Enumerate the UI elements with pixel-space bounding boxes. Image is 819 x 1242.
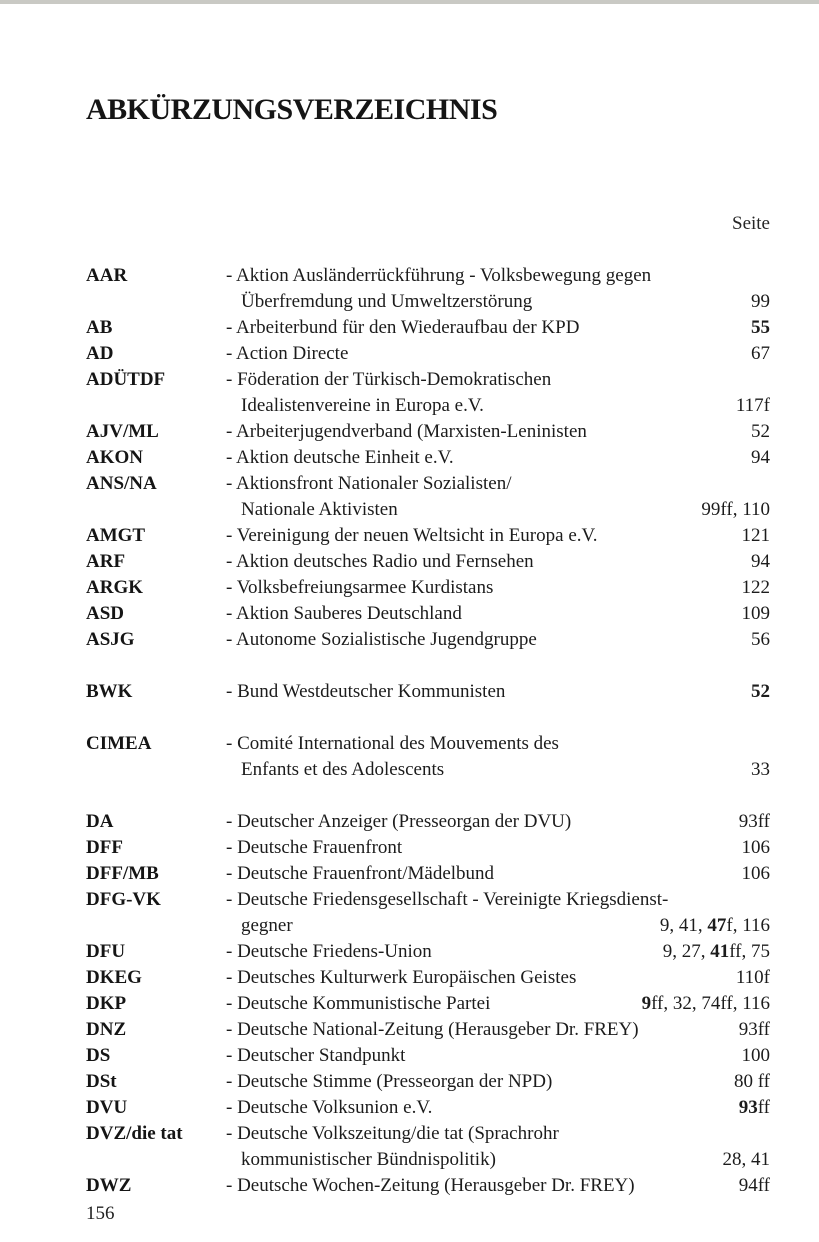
page-reference xyxy=(742,835,771,861)
abbreviation-entry xyxy=(86,341,770,367)
page-reference xyxy=(751,315,770,341)
abbreviation-description: - Deutsche Wochen-Zeitung (Herausgeber Dr. FREY) xyxy=(226,1175,635,1196)
abbreviation-description: - Deutsche National-Zeitung (Herausgeber Dr. FREY) xyxy=(226,1019,639,1040)
abbreviation-entry xyxy=(86,1069,770,1095)
abbreviation-entry xyxy=(86,419,770,445)
abbreviation-entry xyxy=(86,1043,770,1069)
page-reference xyxy=(736,965,770,991)
abbreviation-description: - Deutsche Friedensgesellschaft - Vereinigte Kriegsdienst- xyxy=(226,889,669,910)
abbreviation-description: - Comité International des Mouvements des xyxy=(226,733,559,754)
abbreviation-description: - Deutsche Frauenfront xyxy=(226,837,403,858)
page-reference xyxy=(663,939,770,965)
abbreviation-description: kommunistischer Bündnispolitik) xyxy=(241,1149,496,1170)
abbreviation: ARF xyxy=(86,551,126,572)
abbreviation: AAR xyxy=(86,265,128,286)
entry-line xyxy=(86,991,770,1017)
abbreviation-entry xyxy=(86,1121,770,1173)
page-reference xyxy=(734,1069,770,1095)
abbreviation: ASD xyxy=(86,603,125,624)
abbreviation: AB xyxy=(86,317,113,338)
entry-line xyxy=(86,497,770,523)
abbreviation-description: - Deutscher Anzeiger (Presseorgan der DVU) xyxy=(226,811,572,832)
abbreviation-entry xyxy=(86,731,770,783)
page-reference-part: 106 xyxy=(741,863,770,884)
abbreviation-entry xyxy=(86,679,770,705)
page-column-header: Seite xyxy=(732,213,770,234)
page-reference xyxy=(751,289,770,315)
entry-line xyxy=(86,367,770,393)
page-reference xyxy=(751,679,770,705)
abbreviation-entry xyxy=(86,263,770,315)
page-reference-part: 9 xyxy=(641,993,652,1014)
entry-line xyxy=(86,419,770,445)
page-reference-part: 121 xyxy=(741,525,770,546)
abbreviation-entry xyxy=(86,367,770,419)
entry-line xyxy=(86,471,770,497)
abbreviation-entry xyxy=(86,1173,770,1199)
entry-line xyxy=(86,939,770,965)
page-reference xyxy=(742,861,771,887)
page-reference xyxy=(751,445,770,471)
abbreviation-entry xyxy=(86,549,770,575)
abbreviation-description: - Deutscher Standpunkt xyxy=(226,1045,406,1066)
abbreviation-description: Nationale Aktivisten xyxy=(241,499,398,520)
abbreviation-description: - Deutsche Friedens-Union xyxy=(226,941,432,962)
abbreviation-description: - Volksbefreiungsarmee Kurdistans xyxy=(226,577,494,598)
page-reference-part: 122 xyxy=(741,577,770,598)
entry-line xyxy=(86,1069,770,1095)
abbreviation: DWZ xyxy=(86,1175,132,1196)
page-reference-part: ff, 75 xyxy=(729,941,770,962)
page-reference xyxy=(739,1017,770,1043)
page-title: ABKÜRZUNGSVERZEICHNIS xyxy=(86,93,498,126)
page-reference xyxy=(742,601,771,627)
abbreviation-description: - Aktion Sauberes Deutschland xyxy=(226,603,462,624)
abbreviation-entry xyxy=(86,835,770,861)
page-reference-part: 94 xyxy=(751,447,770,468)
abbreviation: DFU xyxy=(86,941,126,962)
entry-line xyxy=(86,341,770,367)
page-reference xyxy=(739,809,770,835)
page-reference-part: 9, 41, xyxy=(659,915,708,936)
page-reference xyxy=(751,627,770,653)
page-reference xyxy=(739,1173,770,1199)
entry-line xyxy=(86,809,770,835)
abbreviation-description: - Aktion deutsches Radio und Fernsehen xyxy=(226,551,534,572)
page-reference-part: 106 xyxy=(741,837,770,858)
abbreviation: ADÜTDF xyxy=(86,369,166,390)
abbreviation: DFF/MB xyxy=(86,863,159,884)
abbreviation: BWK xyxy=(86,681,133,702)
page-reference-part: 94 xyxy=(751,551,770,572)
top-rule xyxy=(0,0,819,4)
abbreviation-entry xyxy=(86,523,770,549)
entry-line xyxy=(86,627,770,653)
abbreviation: DA xyxy=(86,811,114,832)
page-reference-part: 9, 27, xyxy=(662,941,711,962)
abbreviation-entry xyxy=(86,575,770,601)
page-reference xyxy=(736,393,770,419)
abbreviation-entry xyxy=(86,809,770,835)
page-reference-part: 100 xyxy=(741,1045,770,1066)
abbreviation: DFF xyxy=(86,837,123,858)
page-reference xyxy=(701,497,770,523)
abbreviation: DSt xyxy=(86,1071,117,1092)
abbreviation-entry xyxy=(86,1095,770,1121)
abbreviation: AD xyxy=(86,343,114,364)
page-reference xyxy=(660,913,770,939)
abbreviation: DFG-VK xyxy=(86,889,161,910)
abbreviation: DVU xyxy=(86,1097,128,1118)
abbreviation: DS xyxy=(86,1045,111,1066)
page-reference-part: f, 116 xyxy=(726,915,770,936)
page-reference xyxy=(642,991,770,1017)
abbreviation-description: - Autonome Sozialistische Jugendgruppe xyxy=(226,629,537,650)
abbreviation-entry xyxy=(86,861,770,887)
page-reference-part: 55 xyxy=(751,317,770,338)
entry-line xyxy=(86,263,770,289)
abbreviation-description: - Arbeiterbund für den Wiederaufbau der KPD xyxy=(226,317,580,338)
abbreviation-description: - Aktionsfront Nationaler Sozialisten/ xyxy=(226,473,512,494)
page-reference-part: 93ff xyxy=(738,811,770,832)
page-reference-part: 110f xyxy=(735,967,770,988)
entry-line xyxy=(86,1121,770,1147)
abbreviation: ARGK xyxy=(86,577,143,598)
abbreviation-description: Überfremdung und Umweltzerstörung xyxy=(241,291,533,312)
entry-line xyxy=(86,601,770,627)
abbreviation-entry xyxy=(86,445,770,471)
abbreviation: DVZ/die tat xyxy=(86,1123,183,1144)
page-reference-part: 52 xyxy=(751,421,770,442)
page-reference-part: 41 xyxy=(710,941,730,962)
page-reference-part: 93ff xyxy=(738,1019,770,1040)
abbreviation: AMGT xyxy=(86,525,146,546)
entry-line xyxy=(86,835,770,861)
page-reference xyxy=(751,549,770,575)
page-reference xyxy=(742,575,771,601)
page-reference-part: 93 xyxy=(738,1097,758,1118)
abbreviation-entry xyxy=(86,991,770,1017)
page-reference xyxy=(742,1043,771,1069)
abbreviation-description: - Aktion Ausländerrückführung - Volksbewegung gegen xyxy=(226,265,652,286)
abbreviation-description: - Deutsches Kulturwerk Europäischen Geistes xyxy=(226,967,577,988)
page-reference-part: 28, 41 xyxy=(722,1149,770,1170)
abbreviation-entry xyxy=(86,1017,770,1043)
abbreviation-description: - Deutsche Kommunistische Partei xyxy=(226,993,491,1014)
entry-line xyxy=(86,679,770,705)
abbreviation: DKP xyxy=(86,993,127,1014)
entry-line xyxy=(86,913,770,939)
entry-line xyxy=(86,887,770,913)
abbreviation-entry xyxy=(86,965,770,991)
abbreviation: AJV/ML xyxy=(86,421,159,442)
abbreviation-description: Enfants et des Adolescents xyxy=(241,759,445,780)
abbreviation-description: - Action Directe xyxy=(226,343,349,364)
entry-line xyxy=(86,965,770,991)
abbreviation-description: - Deutsche Volkszeitung/die tat (Sprachrohr xyxy=(226,1123,559,1144)
abbreviation-description: - Deutsche Volksunion e.V. xyxy=(226,1097,433,1118)
entry-line xyxy=(86,1043,770,1069)
entry-line xyxy=(86,1173,770,1199)
page-reference-part: 99 xyxy=(751,291,770,312)
page-number: 156 xyxy=(86,1203,115,1224)
page-reference-part: ff, 32, 74ff, 116 xyxy=(651,993,770,1014)
page-reference xyxy=(723,1147,771,1173)
abbreviation-description: - Deutsche Stimme (Presseorgan der NPD) xyxy=(226,1071,553,1092)
abbreviation: CIMEA xyxy=(86,733,152,754)
page-reference-part: 94ff xyxy=(738,1175,770,1196)
abbreviation-description: - Arbeiterjugendverband (Marxisten-Leninisten xyxy=(226,421,587,442)
page-reference-part: ff xyxy=(757,1097,770,1118)
page-reference-part: 56 xyxy=(751,629,770,650)
page-reference-part: 67 xyxy=(751,343,770,364)
page-reference-part: 117f xyxy=(735,395,770,416)
abbreviation-entry xyxy=(86,471,770,523)
page-reference-part: 47 xyxy=(707,915,727,936)
abbreviation-description: - Föderation der Türkisch-Demokratischen xyxy=(226,369,552,390)
abbreviation-description: Idealistenvereine in Europa e.V. xyxy=(241,395,484,416)
page-reference-part: 80 ff xyxy=(733,1071,770,1092)
abbreviation-entry xyxy=(86,627,770,653)
page-reference xyxy=(751,341,770,367)
page-reference-part: 33 xyxy=(751,759,770,780)
abbreviation-entry xyxy=(86,887,770,939)
entry-line xyxy=(86,861,770,887)
entry-line xyxy=(86,289,770,315)
abbreviation-list xyxy=(86,263,770,1199)
abbreviation-entry xyxy=(86,939,770,965)
abbreviation-description: - Aktion deutsche Einheit e.V. xyxy=(226,447,454,468)
abbreviation-description: gegner xyxy=(241,915,293,936)
page-reference-part: 52 xyxy=(751,681,770,702)
entry-line xyxy=(86,1147,770,1173)
page-reference xyxy=(751,757,770,783)
abbreviation-description: - Deutsche Frauenfront/Mädelbund xyxy=(226,863,495,884)
abbreviation: ANS/NA xyxy=(86,473,157,494)
abbreviation: DNZ xyxy=(86,1019,127,1040)
entry-line xyxy=(86,1095,770,1121)
entry-line xyxy=(86,523,770,549)
page-reference xyxy=(742,523,771,549)
abbreviation-entry xyxy=(86,315,770,341)
abbreviation-entry xyxy=(86,601,770,627)
page-reference-part: 99ff, 110 xyxy=(701,499,770,520)
page-reference-part: 109 xyxy=(741,603,770,624)
entry-line xyxy=(86,731,770,757)
entry-line xyxy=(86,549,770,575)
entry-line xyxy=(86,757,770,783)
entry-line xyxy=(86,445,770,471)
abbreviation: ASJG xyxy=(86,629,135,650)
abbreviation: DKEG xyxy=(86,967,142,988)
entry-line xyxy=(86,315,770,341)
page-reference xyxy=(739,1095,770,1121)
entry-line xyxy=(86,393,770,419)
abbreviation-description: - Vereinigung der neuen Weltsicht in Europa e.V. xyxy=(226,525,598,546)
abbreviation: AKON xyxy=(86,447,143,468)
page-reference xyxy=(751,419,770,445)
abbreviation-description: - Bund Westdeutscher Kommunisten xyxy=(226,681,506,702)
entry-line xyxy=(86,575,770,601)
entry-line xyxy=(86,1017,770,1043)
